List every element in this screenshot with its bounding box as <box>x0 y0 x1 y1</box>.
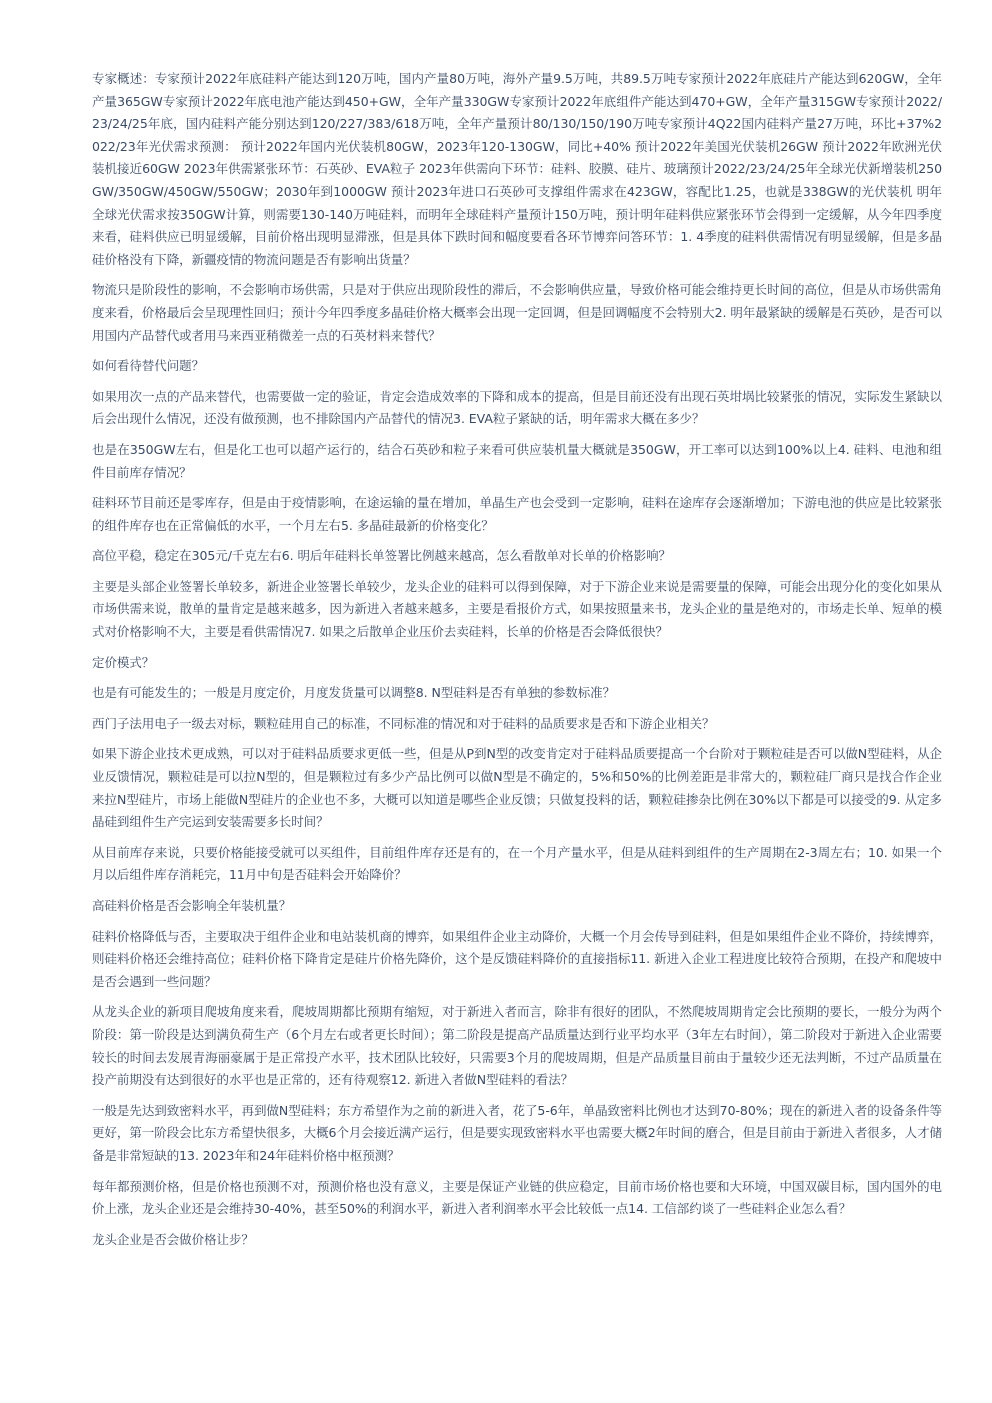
paragraph-question-price-concession: 龙头企业是否会做价格让步？ <box>92 1231 254 1247</box>
paragraph-answer-12: 一般是先达到致密料水平，再到做N型硅料；东方希望作为之前的新进入者，花了5-6年，单晶致密料比例也才达到70-80%；现在的新进入者的设备条件等更好，第一阶段会比东方希望快很多，大概6个月会接近满产运行，但是要实现致密料水平也需要大概2年时间的磨合，但是目前由于新进入者很多，人才储备是非常短缺的13. 2023年和24年硅料价格中枢预测？ <box>92 1102 942 1163</box>
document-body <box>92 68 942 1259</box>
paragraph-answer-13: 每年都预测价格，但是价格也预测不对，预测价格也没有意义，主要是保证产业链的供应稳定，目前市场价格也要和大环境，中国双碳目标，国内国外的电价上涨，龙头企业还是会维持30-40%，甚至50%的利润水平，新进入者利润率水平会比较低一点14. 工信部约谈了一些硅料企业怎么看？ <box>92 1178 942 1217</box>
paragraph-answer-11: 从龙头企业的新项目爬坡角度来看，爬坡周期都比预期有缩短，对于新进入者而言，除非有很好的团队，不然爬坡周期肯定会比预期的要长，一般分为两个阶段：第一阶段是达到满负荷生产（6个月左右或者更长时间）；第二阶段是提高产品质量达到行业平均水平（3年左右时间），第二阶段对于新进入企业需要较长的时间去发展青海丽豪属于是正常投产水平，技术团队比较好，只需要3个月的爬坡周期，但是产品质量目前由于量较少还无法判断，不过产品质量在投产前期没有达到很好的水平也是正常的，还有待观察12. 新进入者做N型硅料的看法？ <box>92 1004 942 1088</box>
paragraph-expert-overview: 专家概述：专家预计2022年底硅料产能达到120万吨，国内产量80万吨，海外产量9.5万吨，共89.5万吨专家预计2022年底硅片产能达到620GW，全年产量365GW专家预计2022年底电池产能达到450+GW，全年产量330GW专家预计2022年底组件产能达到470+GW，全年产量315GW专家预计2022/23/24/25年底，国内硅料产能分别达到120/227/383/618万吨，全年产量预计80/130/150/190万吨专家预计4Q22国内硅料产量27万吨，环比+37%2022/23年光伏需求预测： 预计2022年国内光伏装机80GW，2023年120-130GW，同比+40% 预计2022年美国光伏装机26GW 预计2022年欧洲光伏装机接近60GW 2023年供需紧张环节：石英砂、EVA粒子 2023年供需向下环节：硅料、胶膜、硅片、玻璃预计2022/23/24/25年全球光伏新增装机250GW/350GW/450GW/550GW；2030年到1000GW 预计2023年进口石英砂可支撑组件需求在423GW，容配比1.25，也就是338GW的光伏装机 明年全球光伏需求按350GW计算，则需要130-140万吨硅料，而明年全球硅料产量预计150万吨，预计明年硅料供应紧张环节会得到一定缓解，从今年四季度来看，硅料供应已明显缓解，目前价格出现明显滞涨，但是具体下跌时间和幅度要看各环节博弈问答环节：1. 4季度的硅料供需情况有明显缓解，但是多晶硅价格没有下降，新疆疫情的物流问题是否有影响出货量？ <box>92 71 942 267</box>
paragraph-question-substitution: 如何看待替代问题？ <box>92 358 205 374</box>
paragraph-answer-10: 硅料价格降低与否，主要取决于组件企业和电站装机商的博弈，如果组件企业主动降价，大概一个月会传导到硅料，但是如果组件企业不降价，持续博弈，则硅料价格还会维持高位；硅料价格下降肯定是硅片价格先降价，这个是反馈硅料降价的直接指标11. 新进入企业工程进度比较符合预期，在投产和爬坡中是否会遇到一些问题？ <box>92 928 942 989</box>
paragraph-question-installation: 高硅料价格是否会影响全年装机量？ <box>92 898 292 913</box>
paragraph-answer-2: 如果用次一点的产品来替代，也需要做一定的验证，肯定会造成效率的下降和成本的提高，但是目前还没有出现石英坩埚比较紧张的情况，实际发生紧缺以后会出现什么情况，还没有做预测，也不排除国内产品替代的情况3. EVA粒子紧缺的话，明年需求大概在多少？ <box>92 388 942 427</box>
paragraph-answer-9: 从目前库存来说，只要价格能接受就可以买组件，目前组件库存还是有的，在一个月产量水平，但是从硅料到组件的生产周期在2-3周左右；10. 如果一个月以后组件库存消耗完，11月中旬是否硅料会开始降价？ <box>92 844 942 883</box>
paragraph-answer-7: 也是有可能发生的；一般是月度定价，月度发货量可以调整8. N型硅料是否有单独的参数标准？ <box>92 685 616 701</box>
paragraph-answer-1: 物流只是阶段性的影响，不会影响市场供需，只是对于供应出现阶段性的滞后，不会影响供应量，导致价格可能会维持更长时间的高位，但是从市场供需角度来看，价格最后会呈现理性回归；预计今年四季度多晶硅价格大概率会出现一定回调，但是回调幅度不会特别大2. 明年最紧缺的缓解是石英砂，是否可以用国内产品替代或者用马来西亚稍微差一点的石英材料来替代？ <box>92 282 942 343</box>
paragraph-answer-3: 也是在350GW左右，但是化工也可以超产运行的，结合石英砂和粒子来看可供应装机量大概就是350GW，开工率可以达到100%以上4. 硅料、电池和组件目前库存情况？ <box>92 441 942 480</box>
paragraph-question-pricing-mode: 定价模式？ <box>92 654 155 670</box>
paragraph-answer-5: 高位平稳，稳定在305元/千克左右6. 明后年硅料长单签署比例越来越高，怎么看散单对长单的价格影响？ <box>92 548 671 564</box>
paragraph-answer-6: 主要是头部企业签署长单较多，新进企业签署长单较少，龙头企业的硅料可以得到保障，对于下游企业来说是需要量的保障，可能会出现分化的变化如果从市场供需来说，散单的量肯定是越来越多，因为新进入者越来越多，主要是看报价方式，如果按照量来书，龙头企业的量是绝对的，市场走长单、短单的模式对价格影响不大，主要是看供需情况7. 如果之后散单企业压价去卖硅料，长单的价格是否会降低很快？ <box>92 578 942 640</box>
paragraph-answer-4: 硅料环节目前还是零库存，但是由于疫情影响，在途运输的量在增加，单晶生产也会受到一定影响，硅料在途库存会逐渐增加；下游电池的供应是比较紧张的组件库存也在正常偏低的水平，一个月左右5. 多晶硅最新的价格变化？ <box>92 495 942 533</box>
paragraph-question-standards: 西门子法用电子一级去对标，颗粒硅用自己的标准，不同标准的情况和对于硅料的品质要求是否和下游企业相关？ <box>92 715 715 731</box>
paragraph-answer-8: 如果下游企业技术更成熟，可以对于硅料品质要求更低一些，但是从P到N型的改变肯定对于硅料品质要提高一个台阶对于颗粒硅是否可以做N型硅料，从企业反馈情况，颗粒硅是可以拉N型的，但是颗粒过有多少产品比例可以做N型是不确定的，5%和50%的比例差距是非常大的，颗粒硅厂商只是找合作企业来拉N型硅片，市场上能做N型硅片的企业也不多，大概可以知道是哪些企业反馈；只做复投料的话，颗粒硅掺杂比例在30%以下都是可以接受的9. 从定多晶硅到组件生产完运到安装需要多长时间？ <box>92 746 942 830</box>
